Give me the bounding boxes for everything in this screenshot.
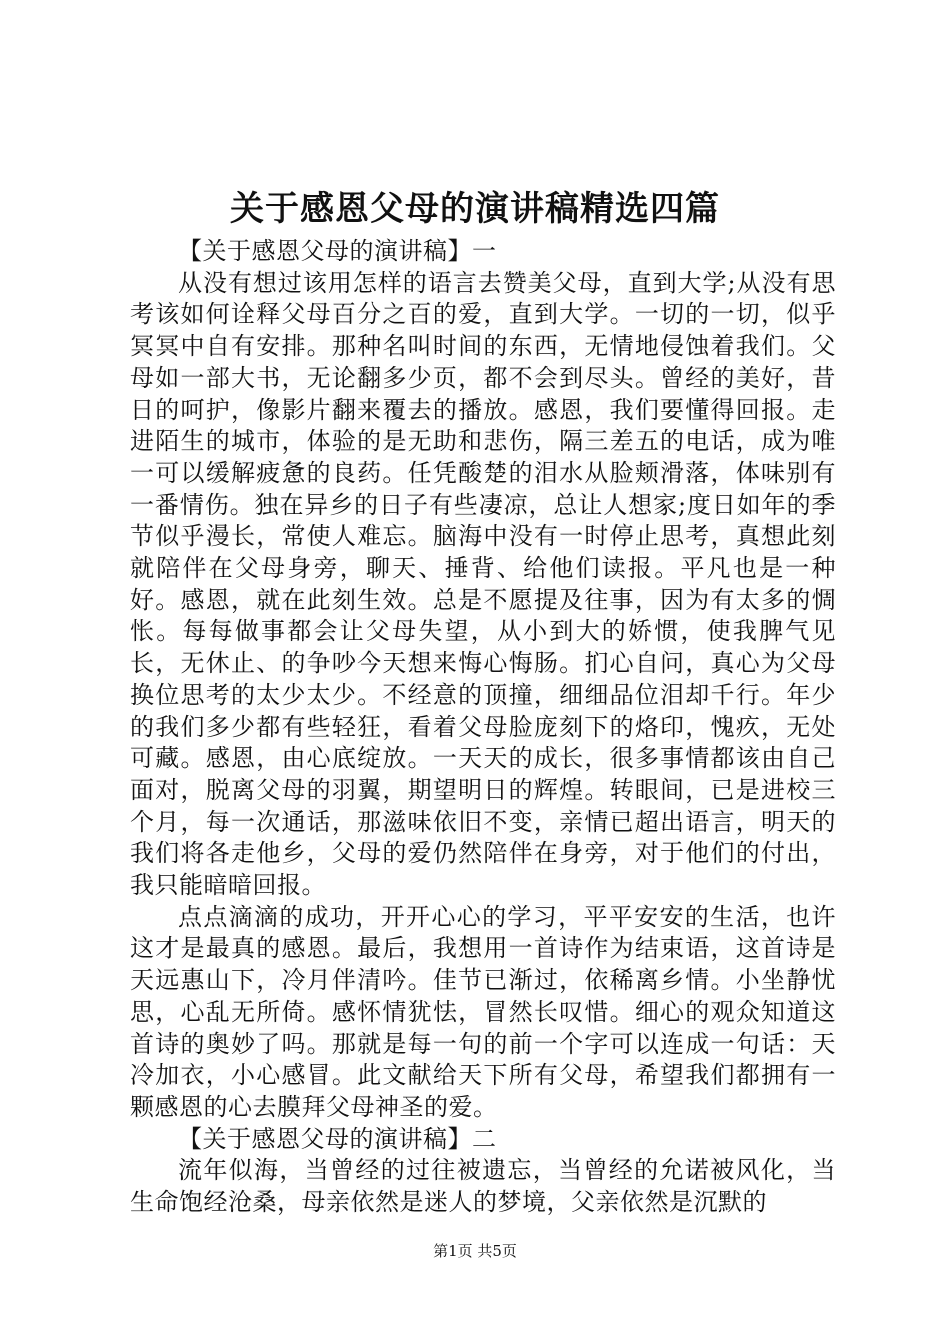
body-paragraph: 从没有想过该用怎样的语言去赞美父母，直到大学;从没有思考该如何诠释父母百分之百的爱，直到大学。一切的一切，似乎冥冥中自有安排。那种名叫时间的东西，无情地侵蚀着我们。父母如一部大书，无论翻多少页，都不会到尽头。曾经的美好，昔日的呵护，像影片翻来覆去的播放。感恩，我们要懂得回报。走进陌生的城市，体验的是无助和悲伤，隔三差五的电话，成为唯一可以缓解疲惫的良药。任凭酸楚的泪水从脸颊滑落，体味别有一番情伤。独在异乡的日子有些凄凉，总让人想家;度日如年的季节似乎漫长，常使人难忘。脑海中没有一时停止思考，真想此刻就陪伴在父母身旁，聊天、捶背、给他们读报。平凡也是一种好。感恩，就在此刻生效。总是不愿提及往事，因为有太多的惆怅。每每做事都会让父母失望，从小到大的娇惯，使我脾气见长，无休止、的争吵今天想来悔心悔肠。扪心自问，真心为父母换位思考的太少太少。不经意的顶撞，细细品位泪却千行。年少的我们多少都有些轻狂，看着父母脸庞刻下的烙印，愧疚，无处可藏。感恩，由心底绽放。一天天的成长，很多事情都该由自己面对，脱离父母的羽翼，期望明日的辉煌。转眼间，已是进校三个月，每一次通话，那滋味依旧不变，亲情已超出语言，明天的我们将各走他乡，父母的爱仍然陪伴在身旁，对于他们的付出，我只能暗暗回报。 <box>130 268 836 900</box>
section-heading-1: 【关于感恩父母的演讲稿】一 <box>178 237 497 265</box>
body-paragraph: 点点滴滴的成功，开开心心的学习，平平安安的生活，也许这才是最真的感恩。最后，我想用一首诗作为结束语，这首诗是天远惠山下，冷月伴清吟。佳节已渐过，依稀离乡情。小坐静忧思，心乱无所倚。感怀情犹怯，冒然长叹惜。细心的观众知道这首诗的奥妙了吗。那就是每一句的前一个字可以连成一句话：天冷加衣，小心感冒。此文献给天下所有父母，希望我们都拥有一颗感恩的心去膜拜父母神圣的爱。 <box>130 902 836 1121</box>
page-indicator: 第1页 共5页 <box>433 1242 517 1260</box>
section-heading-2: 【关于感恩父母的演讲稿】二 <box>178 1124 497 1153</box>
page-footer <box>0 1241 950 1261</box>
document-body <box>130 236 836 1219</box>
document-title: 关于感恩父母的演讲稿精选四篇 <box>230 189 720 229</box>
body-paragraph: 流年似海，当曾经的过往被遗忘，当曾经的允诺被风化，当生命饱经沧桑，母亲依然是迷人的梦境，父亲依然是沉默的 <box>130 1156 836 1217</box>
